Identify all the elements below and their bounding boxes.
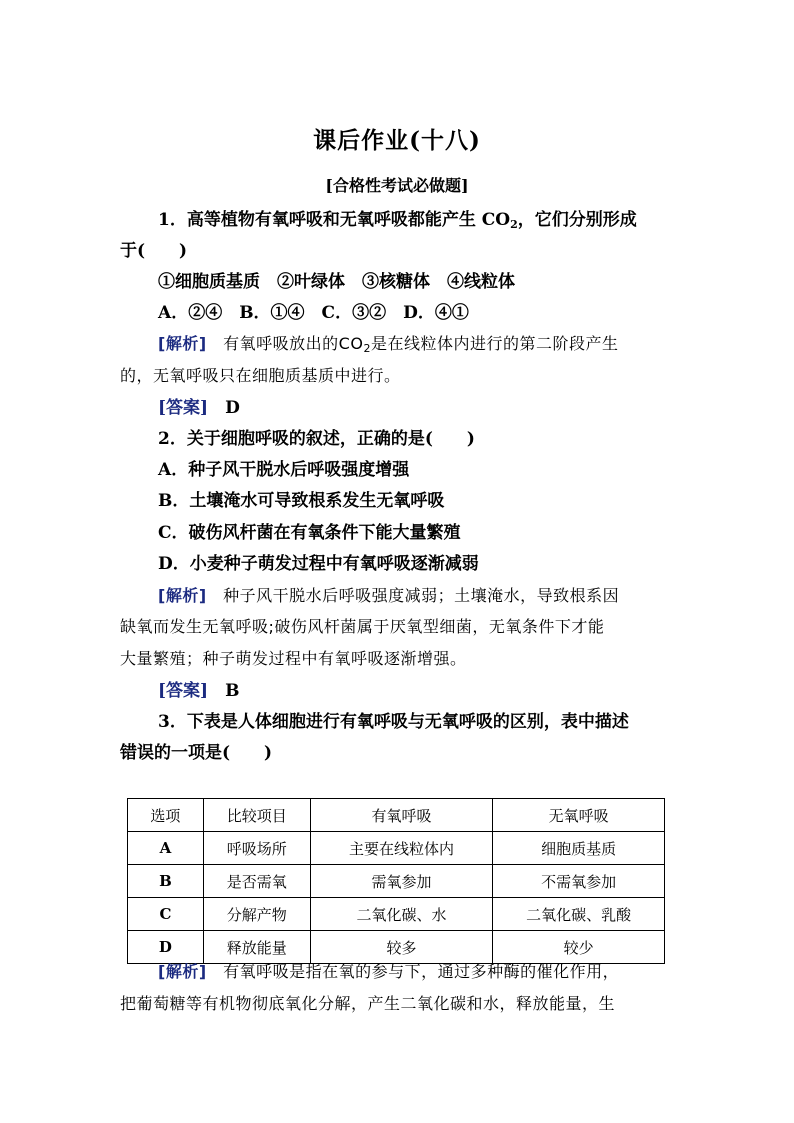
table-header-cell: 比较项目 xyxy=(203,799,310,832)
table-cell: D xyxy=(128,931,204,964)
q1-analysis-line2: 的，无氧呼吸只在细胞质基质中进行。 xyxy=(120,366,401,385)
q3-analysis-line2: 把葡萄糖等有机物彻底氧化分解，产生二氧化碳和水，释放能量，生 xyxy=(120,994,616,1013)
table-header-cell: 无氧呼吸 xyxy=(493,799,665,832)
table-cell: 释放能量 xyxy=(203,931,310,964)
table-header-cell: 有氧呼吸 xyxy=(310,799,493,832)
answer-tag: [答案] xyxy=(158,681,209,701)
table-cell: 不需氧参加 xyxy=(493,865,665,898)
q2-analysis-line2: 缺氧而发生无氧呼吸;破伤风杆菌属于厌氧型细菌，无氧条件下才能 xyxy=(120,617,605,636)
table-cell: 主要在线粒体内 xyxy=(310,832,493,865)
table-header-row xyxy=(128,799,665,832)
table-cell: 分解产物 xyxy=(203,898,310,931)
q1-items: ①细胞质基质 ②叶绿体 ③核糖体 ④线粒体 xyxy=(158,272,515,292)
q2-answer: [答案] B xyxy=(158,681,240,701)
q1-answer: [答案] D xyxy=(158,398,240,418)
q2-analysis-line1: [解析] 种子风干脱水后呼吸强度减弱；土壤淹水，导致根系因 xyxy=(158,586,620,605)
q3-analysis-line1: [解析] 有氧呼吸是指在氧的参与下，通过多种酶的催化作用， xyxy=(158,962,620,981)
table-cell: 是否需氧 xyxy=(203,865,310,898)
table-header-cell: 选项 xyxy=(128,799,204,832)
q2-option-b: B．土壤淹水可导致根系发生无氧呼吸 xyxy=(158,491,445,511)
table-cell: A xyxy=(128,832,204,865)
section-heading: [合格性考试必做题] xyxy=(325,176,469,195)
q1-stem-line1: 1．高等植物有氧呼吸和无氧呼吸都能产生 $CO_2$，它们分别形成 xyxy=(158,210,637,231)
analysis-tag: [解析] xyxy=(158,586,207,605)
q3-stem-line2: 错误的一项是( ) xyxy=(120,743,273,763)
table-cell: C xyxy=(128,898,204,931)
table-cell: 细胞质基质 xyxy=(493,832,665,865)
table-row xyxy=(128,931,665,964)
table-cell: 二氧化碳、乳酸 xyxy=(493,898,665,931)
q2-option-a: A．种子风干脱水后呼吸强度增强 xyxy=(158,460,410,480)
q2-analysis-line3: 大量繁殖；种子萌发过程中有氧呼吸逐渐增强。 xyxy=(120,649,467,668)
page-title: 课后作业(十八) xyxy=(313,127,481,154)
q2-option-c: C．破伤风杆菌在有氧条件下能大量繁殖 xyxy=(158,523,461,543)
answer-tag: [答案] xyxy=(158,398,209,418)
table-cell: 二氧化碳、水 xyxy=(310,898,493,931)
table-row xyxy=(128,832,665,865)
table-cell: 较少 xyxy=(493,931,665,964)
q2-option-d: D．小麦种子萌发过程中有氧呼吸逐渐减弱 xyxy=(158,554,479,574)
q3-stem-line1: 3．下表是人体细胞进行有氧呼吸与无氧呼吸的区别，表中描述 xyxy=(158,712,629,732)
table-cell: 较多 xyxy=(310,931,493,964)
table-cell: 呼吸场所 xyxy=(203,832,310,865)
table-cell: B xyxy=(128,865,204,898)
table-cell: 需氧参加 xyxy=(310,865,493,898)
analysis-tag: [解析] xyxy=(158,962,207,981)
q1-stem-line2: 于( ) xyxy=(120,241,188,261)
table-row xyxy=(128,898,665,931)
comparison-table xyxy=(127,798,665,964)
q1-analysis-line1: [解析] 有氧呼吸放出的$CO_2$是在线粒体内进行的第二阶段产生 xyxy=(158,334,619,355)
q1-options: A．②④ B．①④ C．③② D．④① xyxy=(158,303,469,323)
q2-stem: 2．关于细胞呼吸的叙述，正确的是( ) xyxy=(158,429,475,449)
table-row xyxy=(128,865,665,898)
analysis-tag: [解析] xyxy=(158,334,207,353)
